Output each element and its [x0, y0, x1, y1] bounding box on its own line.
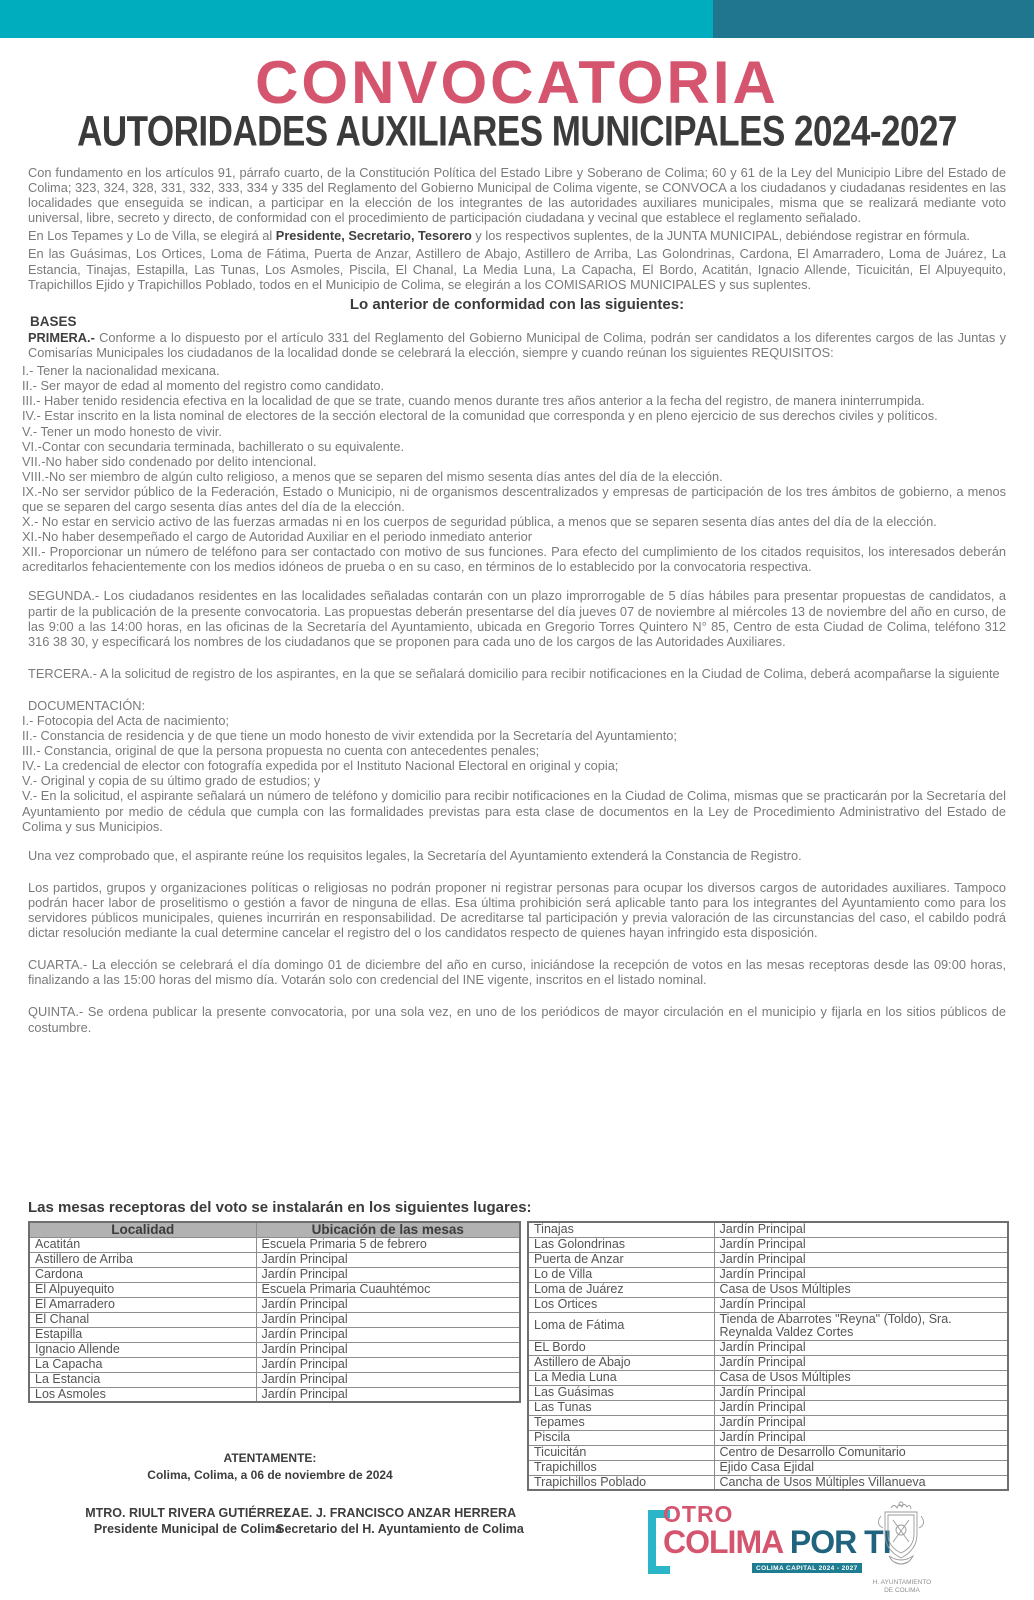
spacer [28, 866, 1006, 880]
constancia-paragraph: Una vez comprobado que, el aspirante reúne los requisitos legales, la Secretaría del Ayuntamiento extenderá la Constancia de Registro. [28, 847, 802, 863]
localidad-cell: La Capacha [29, 1357, 256, 1372]
spacer [28, 574, 1006, 588]
table-row [528, 1340, 1008, 1355]
documentacion-list [22, 713, 1006, 834]
ubicacion-cell: Jardín Principal [714, 1222, 1008, 1237]
document-body [0, 38, 1034, 1196]
localidad-cell: La Media Luna [528, 1370, 714, 1385]
requisito-item: XII.- Proporcionar un número de teléfono para ser contactado con motivo de sus funciones. Para efecto del cumplimiento de los citados requisitos, los interesados deberán acreditarlos fehacientemente con los medios idóneos de prueba o en su caso, en términos de lo establecido por la convocatoria respectiva. [22, 544, 1006, 575]
documentacion-item: V.- Original y copia de su último grado de estudios; y [22, 773, 321, 789]
table-row [528, 1460, 1008, 1475]
table-row [528, 1282, 1008, 1297]
localidad-cell: Acatitán [29, 1237, 256, 1252]
table-row [29, 1357, 520, 1372]
column-header-localidad: Localidad [29, 1222, 256, 1237]
localidad-cell: Tepames [528, 1415, 714, 1430]
table-row [29, 1327, 520, 1342]
table-row [528, 1312, 1008, 1340]
spacer [28, 652, 1006, 666]
spacer [28, 684, 1006, 698]
table-row [528, 1415, 1008, 1430]
requisito-item: VI.-Contar con secundaria terminada, bachillerato o su equivalente. [22, 438, 404, 454]
table-row [528, 1370, 1008, 1385]
column-header-ubicacion: Ubicación de las mesas [256, 1222, 520, 1237]
table-row [29, 1282, 520, 1297]
intro-paragraph-3: En las Guásimas, Los Ortices, Loma de Fátima, Puerta de Anzar, Astillero de Abajo, Astillero de Arriba, Las Golondrinas, Cardona, El Amarradero, Loma de Juárez, La Estancia, Tinajas, Estapilla, Las Tunas, Los Asmoles, Piscila, El Chanal, La Media Luna, La Capacha, El Bordo, Acatitán, Ignacio Allende, Ticuicitán, El Alpuyequito, Trapichillos Ejido y Trapichillos Poblado, todos en el Municipio de Colima, se elegirán a los COMISARIOS MUNICIPALES y sus suplentes. [28, 246, 1006, 292]
ubicacion-cell: Escuela Primaria 5 de febrero [256, 1237, 520, 1252]
localidad-cell: La Estancia [29, 1372, 256, 1387]
localidad-cell: Lo de Villa [528, 1267, 714, 1282]
requisito-item: I.- Tener la nacionalidad mexicana. [22, 363, 220, 379]
localidad-cell: Astillero de Arriba [29, 1252, 256, 1267]
table-row [29, 1372, 520, 1387]
localidad-cell: Las Guásimas [528, 1385, 714, 1400]
signature-title: Secretario del H. Ayuntamiento de Colima [276, 1521, 524, 1536]
localidad-cell: El Chanal [29, 1312, 256, 1327]
table-row [29, 1237, 520, 1252]
ubicacion-cell: Centro de Desarrollo Comunitario [714, 1445, 1008, 1460]
requisito-item: III.- Haber tenido residencia efectiva en la localidad de que se trate, cuando menos durante tres años anterior a la fecha del registro, de manera ininterrumpida. [22, 393, 925, 409]
localidad-cell: Piscila [528, 1430, 714, 1445]
ubicacion-cell: Jardín Principal [714, 1400, 1008, 1415]
localidad-cell: Trapichillos [528, 1460, 714, 1475]
ubicacion-cell: Jardín Principal [714, 1237, 1008, 1252]
cargos-bold: Presidente, Secretario, Tesorero [275, 228, 472, 244]
ubicacion-cell: Casa de Usos Múltiples [714, 1370, 1008, 1385]
table-row [528, 1222, 1008, 1237]
localidad-cell: Tinajas [528, 1222, 714, 1237]
localidad-cell: Ignacio Allende [29, 1342, 256, 1357]
localidad-cell: Loma de Juárez [528, 1282, 714, 1297]
table-header-row [29, 1222, 520, 1237]
segunda-paragraph: SEGUNDA.- Los ciudadanos residentes en las localidades señaladas contarán con un plazo improrrogable de 5 días hábiles para presentar propuestas de candidatos, a partir de la publicación de la presente convocatoria. Las propuestas deberán presentarse del día jueves 07 de noviembre al miércoles 13 de noviembre del año en curso, de las 9:00 a las 14:00 horas, en las oficinas de la Secretaría del Ayuntamiento, ubicada en Gregorio Torres Quintero N° 85, Centro de esta Ciudad de Colima, teléfono 312 316 38 30, y especificará los nombres de los ciudadanos que se proponen para cada uno de los cargos de las Autoridades Auxiliares. [28, 588, 1006, 649]
localidad-cell: Puerta de Anzar [528, 1252, 714, 1267]
bases-heading: Lo anterior de conformidad con las siguientes: [349, 295, 685, 313]
table-row [528, 1430, 1008, 1445]
top-color-bar [0, 0, 1034, 38]
ubicacion-cell: Jardín Principal [714, 1267, 1008, 1282]
city-crest [862, 1500, 942, 1595]
ubicacion-cell: Escuela Primaria Cuauhtémoc [256, 1282, 520, 1297]
documentacion-item: IV.- La credencial de elector con fotografía expedida por el Instituto Nacional Electoral en original y copia; [22, 758, 619, 774]
localidad-cell: El Alpuyequito [29, 1282, 256, 1297]
page-title: CONVOCATORIA [255, 49, 779, 116]
table-row [29, 1387, 520, 1402]
requisito-item: VII.-No haber sido condenado por delito intencional. [22, 453, 317, 469]
localidad-cell: Astillero de Abajo [528, 1355, 714, 1370]
localidad-cell: El Amarradero [29, 1297, 256, 1312]
table-row [528, 1400, 1008, 1415]
requisito-item: II.- Ser mayor de edad al momento del registro como candidato. [22, 378, 385, 394]
ubicacion-cell: Jardín Principal [714, 1430, 1008, 1445]
spacer [28, 834, 1006, 848]
ubicacion-cell: Jardín Principal [256, 1327, 520, 1342]
documentacion-item: III.- Constancia, original de que la persona propuesta no cuenta con antecedentes penales; [22, 743, 540, 759]
ubicacion-cell: Tienda de Abarrotes "Reyna" (Toldo), Sra. Reynalda Valdez Cortes [714, 1312, 1008, 1340]
requisito-item: IX.-No ser servidor público de la Federación, Estado o Municipio, ni de organismos descentralizados y empresas de participación de los tres ámbitos de gobierno, a menos que se separen del cargo sesenta días antes del día de la elección. [22, 483, 1006, 514]
mesas-table-right [527, 1221, 1009, 1491]
table-row [528, 1355, 1008, 1370]
table-row [528, 1237, 1008, 1252]
table-row [29, 1297, 520, 1312]
ubicacion-cell: Ejido Casa Ejidal [714, 1460, 1008, 1475]
ubicacion-cell: Jardín Principal [256, 1387, 520, 1402]
localidad-cell: EL Bordo [528, 1340, 714, 1355]
table-row [528, 1252, 1008, 1267]
ubicacion-cell: Jardín Principal [256, 1297, 520, 1312]
ubicacion-cell: Jardín Principal [256, 1372, 520, 1387]
ubicacion-cell: Jardín Principal [256, 1252, 520, 1267]
atentamente-label: ATENTAMENTE: [223, 1451, 317, 1465]
spacer [28, 943, 1006, 957]
signature-name: LAE. J. FRANCISCO ANZAR HERRERA [283, 1506, 517, 1520]
requisito-item: XI.-No haber desempeñado el cargo de Autoridad Auxiliar en el periodo inmediato anterior [22, 529, 533, 545]
requisito-item: VIII.-No ser miembro de algún culto religioso, a menos que se separen del mismo sesenta días antes del día de la elección. [22, 468, 723, 484]
requisito-item: V.- Tener un modo honesto de vivir. [22, 423, 222, 439]
localidad-cell: Cardona [29, 1267, 256, 1282]
primera-paragraph: PRIMERA.- Conforme a lo dispuesto por el artículo 331 del Reglamento del Gobierno Municipal de Colima, podrán ser candidatos a los diferentes cargos de las Juntas y Comisarías Municipales los ciudadanos de la localidad donde se celebrará la elección, siempre y cuando reúnan los siguientes REQUISITOS: [28, 329, 1006, 361]
spacer [28, 990, 1006, 1004]
ubicacion-cell: Jardín Principal [256, 1342, 520, 1357]
intro-paragraph-2: En Los Tepames y Lo de Villa, se elegirá al Presidente, Secretario, Tesorero y los respectivos suplentes, de la JUNTA MUNICIPAL, debiéndose registrar en fórmula. [28, 228, 970, 244]
documentacion-item: V.- En la solicitud, el aspirante señalará un número de teléfono y domicilio para recibir notificaciones en la Ciudad de Colima, mismas que se practicarán por la Secretaría del Ayuntamiento por medio de cédula que cumpla con las formalidades previstas para esta clase de documentos en la Ley de Procedimiento Administrativo del Estado de Colima y sus Municipios. [22, 788, 1006, 834]
page-subtitle: AUTORIDADES AUXILIARES MUNICIPALES 2024-2027 [77, 107, 957, 156]
top-bar-blue-segment [713, 0, 1034, 38]
logo-line1: OTRO [663, 1501, 734, 1527]
requisito-item: IV.- Estar inscrito en la lista nominal de electores de la sección electoral de la comunidad que corresponda y en pleno ejercicio de sus derechos civiles y políticos. [22, 408, 938, 424]
documentacion-item: II.- Constancia de residencia y de que tiene un modo honesto de vivir extendida por la Secretaría del Ayuntamiento; [22, 728, 677, 744]
table-row [528, 1445, 1008, 1460]
localidad-cell: Estapilla [29, 1327, 256, 1342]
ubicacion-cell: Jardín Principal [714, 1355, 1008, 1370]
ubicacion-cell: Jardín Principal [714, 1415, 1008, 1430]
table-row [528, 1475, 1008, 1490]
crest-caption: H. AYUNTAMIENTO DE COLIMA [872, 1579, 932, 1594]
partidos-paragraph: Los partidos, grupos y organizaciones políticas o religiosas no podrán proponer ni registrar personas para ocupar los diversos cargos de autoridades auxiliares. Tampoco podrán hacer labor de proselitismo o gestión a favor de ninguna de ellas. Esa última prohibición será aplicable tanto para los integrantes del Ayuntamiento como para los servidores públicos municipales, quienes incurrirán en responsabilidad. De acreditarse tal participación y previa valoración de las circunstancias del caso, el cabildo podrá dictar resolución mediante la cual determine cancelar el registro del o los candidatos respecto de quienes hayan infringido esta disposición. [28, 879, 1006, 941]
logo-line2: COLIMA POR TI [663, 1524, 891, 1560]
localidad-cell: Loma de Fátima [528, 1312, 714, 1340]
table-row [29, 1312, 520, 1327]
localidad-cell: Los Asmoles [29, 1387, 256, 1402]
localidad-cell: Las Golondrinas [528, 1237, 714, 1252]
ubicacion-cell: Cancha de Usos Múltiples Villanueva [714, 1475, 1008, 1490]
localidad-cell: Los Ortices [528, 1297, 714, 1312]
tercera-paragraph: TERCERA.- A la solicitud de registro de los aspirantes, en la que se señalará domicilio para recibir notificaciones en la Ciudad de Colima, deberá acompañarse la siguiente [28, 665, 1000, 681]
ubicacion-cell: Jardín Principal [256, 1267, 520, 1282]
ubicacion-cell: Jardín Principal [714, 1252, 1008, 1267]
signature-secretario [245, 1506, 555, 1537]
mesas-heading: Las mesas receptoras del voto se instalarán en los siguientes lugares: [28, 1199, 532, 1216]
logo-tagline: COLIMA CAPITAL 2024 - 2027 [752, 1563, 862, 1573]
signature-name: MTRO. RIULT RIVERA GUTIÉRREZ [85, 1506, 291, 1520]
ubicacion-cell: Jardín Principal [714, 1340, 1008, 1355]
ubicacion-cell: Jardín Principal [714, 1385, 1008, 1400]
table-row [29, 1342, 520, 1357]
table-row [29, 1252, 520, 1267]
table-row [29, 1267, 520, 1282]
body-text [0, 157, 1034, 1035]
localidad-cell: Trapichillos Poblado [528, 1475, 714, 1490]
cuarta-paragraph: CUARTA.- La elección se celebrará el día domingo 01 de diciembre del año en curso, iniciándose la recepción de votos en las mesas receptoras desde las 09:00 horas, finalizando a las 15:00 horas del mismo día. Votarán solo con credencial del INE vigente, inscritos en el listado nominal. [28, 957, 1006, 988]
documentacion-item: I.- Fotocopia del Acta de nacimiento; [22, 713, 229, 728]
quinta-paragraph: QUINTA.- Se ordena publicar la presente convocatoria, por una sola vez, en uno de los periódicos de mayor circulación en el municipio y fijarla en los sitios públicos de costumbre. [28, 1004, 1006, 1035]
intro-paragraph-1: Con fundamento en los artículos 91, párrafo cuarto, de la Constitución Política del Estado Libre y Soberano de Colima; 60 y 61 de la Ley del Municipio Libre del Estado de Colima; 323, 324, 328, 331, 332, 333, 334 y 335 del Reglamento del Gobierno Municipal de Colima vigente, se CONVOCA a los ciudadanos y ciudadanas residentes en las localidades que enseguida se indican, a participar en la elección de los integrantes de las autoridades auxiliares municipales, misma que se realizará mediante voto universal, libre, secreto y directo, de conformidad con el procedimiento de participación ciudadana y vecinal que establece el reglamento señalado. [28, 165, 1006, 226]
localidad-cell: Ticuicitán [528, 1445, 714, 1460]
atentamente-block [28, 1450, 512, 1484]
table-row [528, 1385, 1008, 1400]
localidad-cell: Las Tunas [528, 1400, 714, 1415]
ubicacion-cell: Jardín Principal [256, 1312, 520, 1327]
ubicacion-cell: Casa de Usos Múltiples [714, 1282, 1008, 1297]
date-line: Colima, Colima, a 06 de noviembre de 2024 [147, 1468, 393, 1482]
mesas-table-left [28, 1221, 521, 1403]
coat-of-arms-icon [871, 1500, 933, 1572]
documentacion-label: DOCUMENTACIÓN: [28, 697, 146, 713]
table-row [528, 1267, 1008, 1282]
primera-lead: PRIMERA.- [28, 329, 95, 345]
signature-title: Presidente Municipal de Colima [93, 1521, 283, 1536]
requisitos-list [22, 363, 1006, 575]
requisito-item: X.- No estar en servicio activo de las fuerzas armadas ni en los cuerpos de seguridad pública, a menos que se separen sesenta días antes del día de la elección. [22, 514, 937, 530]
table-row [528, 1297, 1008, 1312]
ubicacion-cell: Jardín Principal [256, 1357, 520, 1372]
bases-label: BASES [30, 313, 77, 329]
ubicacion-cell: Jardín Principal [714, 1297, 1008, 1312]
top-bar-cyan-segment [0, 0, 713, 38]
